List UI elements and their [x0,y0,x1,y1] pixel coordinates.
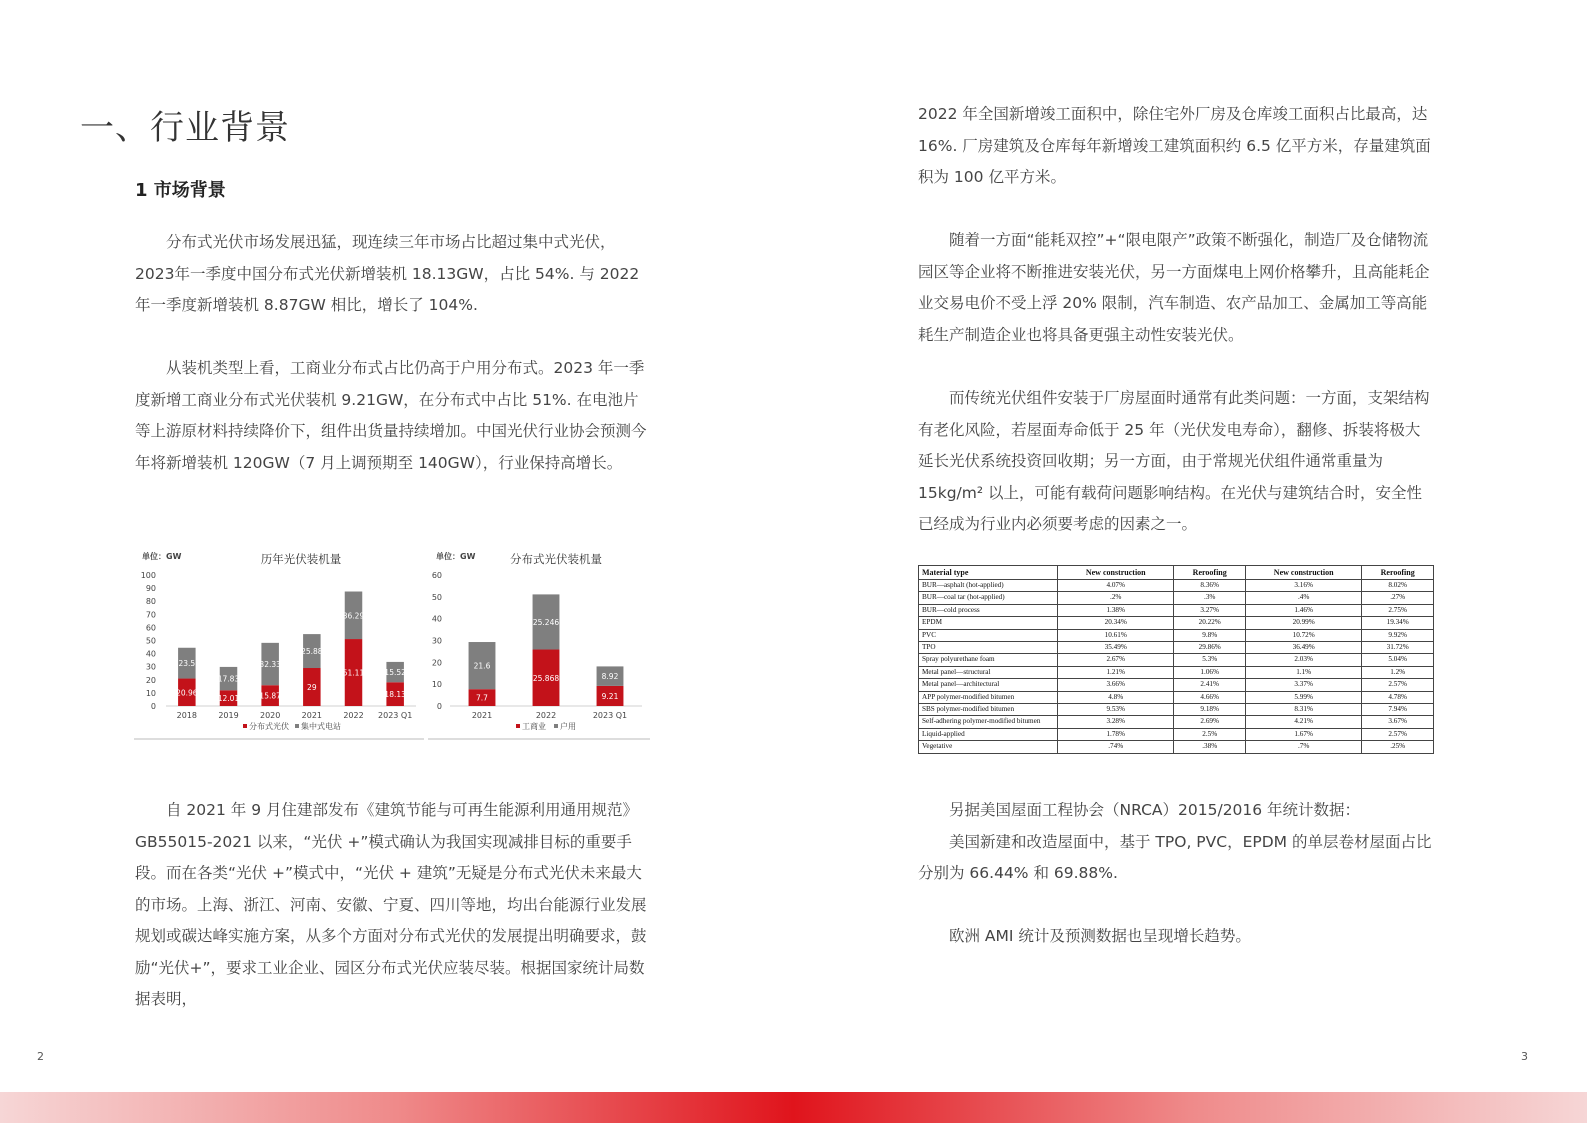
table-row [919,704,1434,716]
table-cell: 4.07% [1058,580,1174,592]
legend-label: 分布式光伏 [249,722,289,731]
table-cell: TPO [919,642,1058,654]
table-cell: 7.94% [1362,704,1434,716]
section-title: 一、行业背景 [80,108,290,148]
bar-data-label: 29 [307,683,317,693]
right-paragraph-block-2 [918,225,1434,351]
y-tick-label: 30 [145,662,156,672]
table-cell: 35.49% [1058,642,1174,654]
y-tick-label: 0 [150,702,156,711]
y-tick-label: 10 [145,688,156,698]
table-cell: 1.21% [1058,666,1174,678]
table-cell: 20.99% [1246,617,1362,629]
table-cell: 4.21% [1246,716,1362,728]
table-cell: Liquid-applied [919,728,1058,740]
table-cell: 10.72% [1246,629,1362,641]
table-cell: .74% [1058,741,1174,753]
paragraph: 而传统光伏组件安装于厂房屋面时通常有此类问题：一方面，支架结构有老化风险，若屋面寿命低于 25 年（光伏发电寿命），翻修、拆装将极大延长光伏系统投资回收期；另一方面，由于常规光伏组件通常重量为15kg/m² 以上，可能有载荷问题影响结构。在光伏与建筑结合时，安全性已经成为行业内必须要考虑的因素之一。 [918,389,1430,533]
page-number-right: 3 [1521,1050,1528,1063]
table-row [919,592,1434,604]
chart-unit-label: 单位：GW [142,552,182,561]
table-cell: .38% [1174,741,1246,753]
table-row [919,666,1434,678]
table-cell: 5.04% [1362,654,1434,666]
chart-title: 历年光伏装机量 [260,552,342,566]
table-cell: EPDM [919,617,1058,629]
table-cell: APP polymer-modified bitumen [919,691,1058,703]
chart-background [134,545,424,739]
left-paragraph-block-1 [135,227,651,322]
table-cell: BUR—cold process [919,604,1058,616]
paragraph: 美国新建和改造屋面中，基于 TPO, PVC，EPDM 的单层卷材屋面占比分别为 66.44% 和 69.88%. [918,832,1432,882]
table-row [919,728,1434,740]
y-tick-label: 80 [145,597,156,607]
bar-data-label: 15.52 [384,668,406,678]
table-cell: 8.36% [1174,580,1246,592]
x-tick-label: 2023 Q1 [378,711,413,720]
right-paragraph-block-3 [918,383,1434,541]
table-cell: 1.1% [1246,666,1362,678]
table-cell: Self-adhering polymer-modified bitumen [919,716,1058,728]
bar-data-label: 8.92 [601,672,619,682]
table-cell: 2.75% [1362,604,1434,616]
table-cell: Spray polyurethane foam [919,654,1058,666]
table-cell: 5.3% [1174,654,1246,666]
table-cell: .2% [1058,592,1174,604]
table-header: New construction [1058,566,1174,580]
paragraph: 分布式光伏市场发展迅猛，现连续三年市场占比超过集中式光伏，2023年一季度中国分布式光伏新增装机 18.13GW，占比 54%. 与 2022年一季度新增装机 8.87GW 相比，增长了 104%. [135,233,640,314]
x-tick-label: 2020 [259,711,281,720]
table-cell: 9.92% [1362,629,1434,641]
table-cell: 4.66% [1174,691,1246,703]
table-cell: 3.28% [1058,716,1174,728]
table-cell: 3.66% [1058,679,1174,691]
legend-swatch [295,724,299,728]
y-tick-label: 40 [431,614,442,624]
table-cell: 2.03% [1246,654,1362,666]
table-row [919,629,1434,641]
table-cell: .3% [1174,592,1246,604]
table-cell: 3.27% [1174,604,1246,616]
chart-distributed-installations-svg [428,545,650,741]
x-tick-label: 2021 [301,711,323,720]
legend-label: 工商业 [522,722,546,731]
table-row [919,604,1434,616]
x-tick-label: 2021 [471,711,493,720]
y-tick-label: 20 [431,658,442,668]
x-tick-label: 2018 [176,711,198,720]
chart-distributed-installations [428,545,650,741]
table-cell: Metal panel—structural [919,666,1058,678]
legend-label: 集中式电站 [301,722,341,731]
paragraph: 随着一方面“能耗双控”+“限电限产”政策不断强化，制造厂及仓储物流园区等企业将不断推进安装光伏，另一方面煤电上网价格攀升，且高能耗企业交易电价不受上浮 20% 限制，汽车制造、农产品加工、金属加工等高能耗生产制造企业也将具备更强主动性安装光伏。 [918,231,1430,344]
table-row [919,617,1434,629]
table-cell: 1.46% [1246,604,1362,616]
table-cell: 9.8% [1174,629,1246,641]
x-tick-label: 2019 [218,711,239,720]
bar-data-label: 15.87 [259,691,281,701]
table-cell: 19.34% [1362,617,1434,629]
table-cell: .4% [1246,592,1362,604]
table-cell: 31.72% [1362,642,1434,654]
table-header: Material type [919,566,1058,580]
table-header: Reroofing [1362,566,1434,580]
table-cell: 20.34% [1058,617,1174,629]
y-tick-label: 100 [140,571,156,580]
chart-title: 分布式光伏装机量 [510,552,602,566]
table-cell: 2.69% [1174,716,1246,728]
bar-data-label: 25.88 [301,647,323,657]
table-cell: .27% [1362,592,1434,604]
y-tick-label: 60 [431,571,442,580]
bar-data-label: 20.96 [176,688,198,698]
left-paragraph-block-2 [135,353,651,479]
table-cell: 4.78% [1362,691,1434,703]
table-cell: 9.53% [1058,704,1174,716]
table-cell: SBS polymer-modified bitumen [919,704,1058,716]
table-cell: 36.49% [1246,642,1362,654]
paragraph: 欧洲 AMI 统计及预测数据也呈现增长趋势。 [949,927,1251,945]
bar-data-label: 23.5 [178,659,196,669]
table-cell: 20.22% [1174,617,1246,629]
table-cell: 10.61% [1058,629,1174,641]
y-tick-label: 10 [431,680,442,690]
right-paragraph-block-5 [918,921,1434,953]
y-tick-label: 40 [145,649,156,659]
right-paragraph-block-4 [918,795,1434,890]
bar-data-label: 21.6 [473,661,491,671]
legend-swatch [554,724,558,728]
table-cell: 1.67% [1246,728,1362,740]
bar-data-label: 7.7 [476,693,488,703]
table-cell: 1.78% [1058,728,1174,740]
bar-data-label: 36.29 [342,611,365,621]
bar-data-label: 9.21 [601,691,619,701]
subsection-title: 1 市场背景 [135,180,226,201]
table-row [919,741,1434,753]
y-tick-label: 0 [436,702,442,711]
table-cell: BUR—asphalt (hot-applied) [919,580,1058,592]
table-cell: 3.16% [1246,580,1362,592]
table-cell: 29.86% [1174,642,1246,654]
table-cell: .7% [1246,741,1362,753]
chart-annual-installations-svg [134,545,424,741]
table-cell: PVC [919,629,1058,641]
paragraph: 从装机类型上看，工商业分布式占比仍高于户用分布式。2023 年一季度新增工商业分布式光伏装机 9.21GW，在分布式中占比 51%. 在电池片等上游原材料持续降价下，组件出货量持续增加。中国光伏行业协会预测今年将新增装机 120GW（7 月上调预期至 140GW），行业保持高增长。 [135,359,647,472]
page-number-left: 2 [37,1050,44,1063]
table-row [919,654,1434,666]
bar-data-label: 25.868 [532,673,560,683]
table-header-row [919,566,1434,580]
table-cell: 4.8% [1058,691,1174,703]
legend-swatch [243,724,247,728]
table-cell: 5.99% [1246,691,1362,703]
y-tick-label: 30 [431,636,442,646]
table-cell: 2.5% [1174,728,1246,740]
table-body [919,580,1434,754]
table-cell: 1.38% [1058,604,1174,616]
y-tick-label: 50 [145,636,156,646]
table-cell: Vegetative [919,741,1058,753]
table-cell: 2.57% [1362,679,1434,691]
bar-data-label: 17.83 [217,674,240,684]
y-tick-label: 60 [145,623,156,633]
paragraph: 另据美国屋面工程协会（NRCA）2015/2016 年统计数据： [949,801,1361,819]
table-cell: Metal panel—architectural [919,679,1058,691]
table-cell: 8.31% [1246,704,1362,716]
table-cell: BUR—coal tar (hot-applied) [919,592,1058,604]
table-cell: 2.57% [1362,728,1434,740]
table-row [919,679,1434,691]
y-tick-label: 90 [145,584,156,594]
bar-data-label: 25.246 [532,617,560,627]
x-tick-label: 2023 Q1 [592,711,628,720]
left-paragraph-block-3 [135,795,651,1016]
table-cell: 9.18% [1174,704,1246,716]
table-cell: 2.67% [1058,654,1174,666]
table-row [919,580,1434,592]
table-row [919,716,1434,728]
table-cell: 1.06% [1174,666,1246,678]
table-header: New construction [1246,566,1362,580]
table-header: Reroofing [1174,566,1246,580]
bar-data-label: 18.13 [384,690,406,700]
right-paragraph-block-1 [918,99,1434,194]
table-row [919,691,1434,703]
legend-swatch [516,724,520,728]
paragraph: 自 2021 年 9 月住建部发布《建筑节能与可再生能源利用通用规范》GB55015-2021 以来，“光伏 +”模式确认为我国实现减排目标的重要手段。而在各类“光伏 +”模式中，“光伏 + 建筑”无疑是分布式光伏未来最大的市场。上海、浙江、河南、安徽、宁夏、四川等地，均出台能源行业发展规划或碳达峰实施方案，从多个方面对分布式光伏的发展提出明确要求，鼓励“光伏+”，要求工业企业、园区分布式光伏应装尽装。根据国家统计局数据表明， [135,801,647,1008]
y-tick-label: 20 [145,675,156,685]
table-cell: 1.2% [1362,666,1434,678]
table-row [919,642,1434,654]
table-cell: 2.41% [1174,679,1246,691]
table-cell: 3.67% [1362,716,1434,728]
legend-label: 户用 [560,722,576,731]
paragraph: 2022 年全国新增竣工面积中，除住宅外厂房及仓库竣工面积占比最高，达 16%. 厂房建筑及仓库每年新增竣工建筑面积约 6.5 亿平方米，存量建筑面积为 100 亿平方米。 [918,105,1431,186]
bar-data-label: 51.11 [342,668,365,678]
x-tick-label: 2022 [343,711,364,720]
bar-data-label: 12.01 [217,694,240,704]
y-tick-label: 70 [145,610,156,620]
chart-unit-label: 单位：GW [436,552,476,561]
y-tick-label: 50 [431,592,442,602]
chart-annual-installations [134,545,424,741]
table-cell: 8.02% [1362,580,1434,592]
bar-data-label: 32.33 [259,660,281,670]
table-cell: .25% [1362,741,1434,753]
roofing-material-table [918,565,1434,754]
x-tick-label: 2022 [535,711,557,720]
footer-gradient-bar [0,1092,1587,1123]
table-cell: 3.37% [1246,679,1362,691]
